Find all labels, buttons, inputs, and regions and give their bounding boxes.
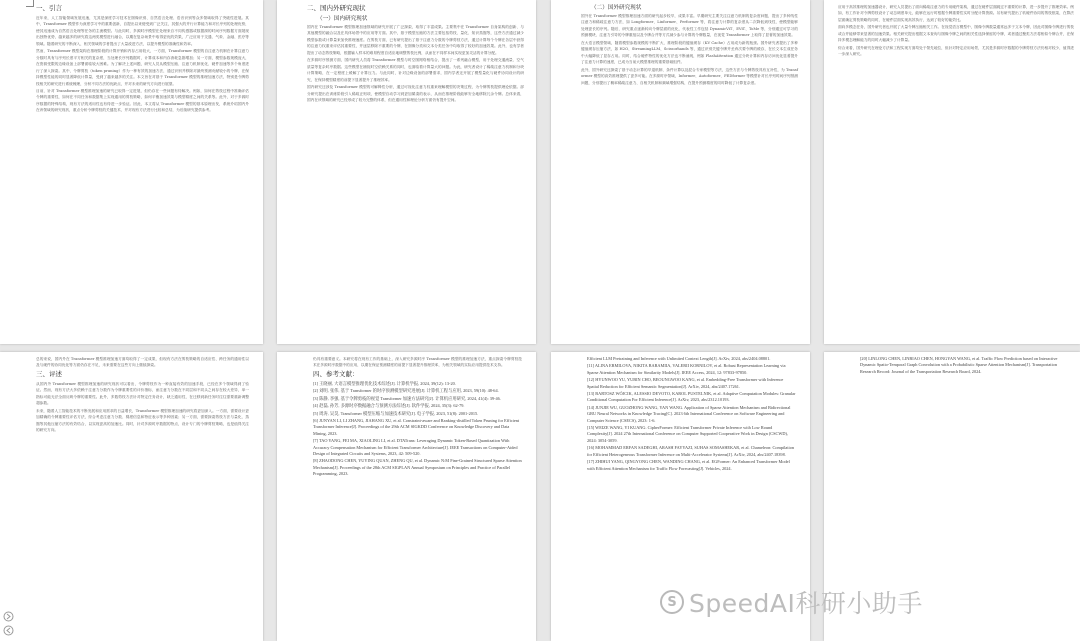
document-page-5: [0, 352, 263, 641]
reference-item: [1] 王晓丽, 大语言模型推理优化技术综述[J]. 计算机学报, 2024, 39(12): 13-20.: [313, 380, 456, 386]
section-heading-review: 三、评述: [36, 369, 62, 378]
paragraph: 未来，随着人工智能技术的不断发展和应用需求的日益增长，Transformer 模型推理加速的研究将更加深入。一方面，需要设计更加精确的令牌重要性评估方法，综合考虑注意力分数、梯度信息和特征表示等多种因素；另一方面，需要探索剪枝方法与量化、蒸馏等其他压缩方法的有效结合，以实现更高的加速比。同时，针对多源时序数据的特点，设计专门的令牌剪枝策略，也是值得关注的研究方向。: [36, 408, 249, 433]
reference-item: Efficient LLM Pretraining and Inference with Unlimited Context Length[J]. ArXiv, 2024, abs/2404.08801.: [587, 356, 771, 361]
document-page-1: [0, 0, 263, 344]
reference-item: [12] HYUNWOO YU, YUBIN CHO, BEOUNGWOO KANG, et al. Embedding-Free Transformer with Inference Spatial Reduction for Efficient Semantic Segmentation[J]. ArXiv, 2024, abs/2407.17261.: [587, 377, 784, 389]
paragraph: 此外，国外研究还探索了基于动态计算的早退机制、条件计算以及混合专家模型等方法，这些方法与令牌剪枝具有互补性，为 Transformer 模型的高效推理提供了更多可能。在多源时序领域，Informer、Autoformer、FEDformer 等模型针对长序列时间序列预测问题，分别提出了概率稀疏注意力、自相关机制和频域增强结构，在提升预测精度的同时降低了计算复杂度。: [581, 67, 798, 85]
paragraph: 综合来看，国外研究在理论方法和工程实现方面均处于领先地位，但针对特定应用场景，尤其是多源时序数据的令牌剪枝方法仍相对较少，值得进一步深入研究。: [838, 45, 1074, 57]
section-heading-introduction: 一、引言: [36, 4, 62, 12]
reference-item: [13] BARTOSZ WÓJCIK, ALESSIO DEVOTO, KAROL PUSTELNIK, et al. Adaptive Computation Modules: Granular Conditional Computation For Efficient Inference[J]. ArXiv, 2023, abs/2312.10193.: [587, 391, 796, 403]
reference-item: [4] 赵磊, 孙芳, 多源时序数据融合与预测方法综述[J]. 软件学报, 2024, 35(3): 62-79.: [313, 403, 465, 409]
paragraph: 应用于高效推理的加速器设计，研究人员提出了面向稀疏注意力的专用硬件架构，通过在硬件层面跳过不重要的计算，进一步提升了推理效率。例如，有工作针对令牌剪枝设计了动态调度单元，能够在运行时根据令牌重要性实时分配计算资源。另有研究提出了软硬件协同的剪枝框架，在算法层面确定剪枝策略的同时，在硬件层面实现高效执行，达到了较好的能效比。: [838, 5, 1074, 22]
watermark-text: SpeedAI科研小助手: [689, 589, 923, 618]
subsection-heading-foreign: （二）国外研究现状: [591, 5, 642, 11]
nav-icon: [3, 621, 14, 632]
reference-item: [11] ALINA ERMILOVA, NIKITA BARAMIIA, VALERII KORNILOV, et al. Robust Representation Learning via Sparse Attention Mechanism for Similarity Models[J]. IEEE Access, 2024, 12: 97833-97850.: [587, 363, 786, 375]
paragraph: 国内研究还涉及 Transformer 模型的可解释性分析，通过可视化注意力权重来理解模型的决策过程，为令牌剪枝提供理论依据。部分研究提出在训练阶段引入稀疏正则项，使模型自动学习到更加紧凑的表示，从而在推理阶段能够安全地移除冗余令牌。总体来看，国内在该领域的研究已经形成了较为完整的体系，但在通用性和理论分析方面仍有提升空间。: [307, 85, 524, 102]
document-page-6: [277, 352, 536, 641]
paragraph: 国内在 Transformer 模型推理加速领域的研究开展了广泛探索，取得了丰富成果。主要集中在 Transformer 自身架构的创新、与其他模型的融合以及在具体场景中的应用等方面。其中，基于模型压缩的方法主要包括剪枝、量化、知识蒸馏等，这些方法通过减少模型参数或计算量来加快推理速度。在剪枝方面，已有研究提出了基于注意力分数的令牌剪枝方法，通过计算每个令牌在各层中获得的注意力权重来评估其重要性，并逐层移除不重要的令牌，在图像分类和文本分类任务中均取得了较好的加速效果。此外，也有学者提出了动态剪枝策略，根据输入样本的难易程度自适应地调整剪枝比例，从而在不同样本间实现更加灵活的计算分配。: [307, 25, 524, 55]
subsection-heading-domestic: （一）国内研究现状: [317, 16, 368, 22]
section-heading-references: 四、参考文献：: [313, 369, 359, 378]
document-page-2: [277, 0, 536, 344]
reference-item: [7] TAO YANG, FEI MA, XIAOLING LI, et al. DTATrans: Leveraging Dynamic Token-Based Quantization With Accuracy Compensation Mechanism for Efficient Transformer Architecture[J]. IEEE Transactions on Computer-Aided Design of Integrated Circuits and Systems, 2023, 42: 509-520.: [313, 438, 518, 456]
document-page-3: [551, 0, 810, 344]
reference-item: [3] 陈静, 李强, 基于令牌剪枝的视觉 Transformer 加速方法研究[J]. 计算机应用研究, 2024, 41(4): 39-46.: [313, 395, 501, 401]
paragraph: 然而，Transformer 模型架构在推理阶段的计算开销和内存占用较大，一方面，Transformer 模型的自注意力机制在计算注意力分数时具有与序列长度平方相关的复杂度，当处理长序列数据时，计算成本和内存消耗急剧增加；另一方面，模型参数规模庞大，在资源受限的边缘设备上部署面临较大困难。为了解决上述问题，研究人员从模型压缩、注意力机制优化、硬件加速等多个角度进行了深入探索。其中，令牌剪枝（token pruning）作为一种有效的加速方法，通过识别并移除对最终预测贡献较小的令牌，在保持模型性能的同时显著降低计算量，受到了越来越多的关注。本文旨在对基于 Transformer 模型的推理加速方法，特别是令牌剪枝相关的研究进行系统梳理，分析不同方法的优缺点，并对未来的研究方向进行展望。: [36, 49, 249, 86]
crop-mark: [26, 0, 34, 7]
reference-item: [14] JUNJIE WU, GUOZHONG WANG, YAN WANG. Application of Sparse Attention Mechanism and Bidirectional GRU Neural Networks in Knowledge Tracing[C]. 2023 6th International Conference on Software Engineering and Computer Science (CSECS), 2023: 1-6.: [587, 404, 791, 423]
reference-item: [8] ZHAODONG CHEN, YUYING QUAN, ZHENG QU, et al. Dynamic N:M Fine-Grained Structured Sparse Attention Mechanism[J]. Proceedings of the 28th ACM SIGPLAN Annual Symposium on Principles and Practice of Parallel Programming, 2023.: [313, 458, 522, 477]
paragraph: 在多源时序预测方面，国内研究人员将 Transformer 模型与时空图网络相结合，提出了一系列融合模型，用于处理交通流量、空气质量等复杂时序数据。这些模型在捕捉时空依赖关系的同时，也面临着计算量大的问题。为此，研究者设计了稀疏注意力机制和分块计算策略，在一定程度上缓解了计算压力。与此同时，针对边缘设备的部署需求，国内学者还开展了模型量化与硬件协同设计的研究，在保持模型精度的前提下显著提升了推理效率。: [307, 58, 524, 82]
reference-item: [5] 周涛, 吴昊, Transformer 模型压缩与加速技术研究[J]. 电子学报, 2023, 51(8): 2001-2015.: [313, 410, 479, 416]
reference-item: [15] WEIZE WANG, YI KUANG. CipherFormer: Efficient Transformer Private Inference with Low Round Complexity[J]. 2024 27th International Conference on Computer Supported Cooperative Work in Design (CSCWD), 2024: 3054-3059.: [587, 425, 789, 443]
reference-item: [20] LINLONG CHEN, LINBIAO CHEN, HONGYAN WANG, et al. Traffic Flow Prediction based on Interactive Dynamic Spatio-Temporal Graph Convolution with a Probabilistic Sparse Attention Mechanism[J]. Transportation Research Record: Journal of the Transportation Research Board, 2024.: [860, 356, 1058, 374]
reference-item: [6] JUNYAN LI, LI ZHANG, JIAHANG XU, et al. Constraint-aware and Ranking-distilled Token Pruning for Efficient Transformer Inference[J]. Proceedings of the 29th ACM SIGKDD Conference on Knowledge Discovery and Data Mining, 2023.: [313, 417, 520, 436]
reference-item: [17] ZHIHUI YANG, QINGYONG CHEN, WANDING CHANG, et al. EGFormer: An Enhanced Transformer Model with Efficient Attention Mechanism for Traffic Flow Forecasting[J]. Vehicles, 2024.: [587, 459, 790, 471]
paragraph: 从国内外 Transformer 模型推理加速的研究现状可以看出，令牌剪枝作为一种直接有效的加速手段，已经在多个领域得到了验证。然而，现有方法大多依赖于注意力分数作为令牌重要性的评价指标，而注意力分数在不同层和不同头之间存在较大差异，单一指标可能无法全面反映令牌的重要性。此外，多数剪枝方法针对特定任务设计，缺乏通用性，在迁移到新任务时往往需要重新调整超参数。: [36, 381, 249, 406]
nav-icon: [3, 607, 14, 618]
speedai-logo-icon: S: [660, 590, 684, 614]
paragraph: 目前，针对 Transformer 模型推理加速的研究已取得一定进展，但仍存在一些问题有待解决。例如，如何在剪枝过程中准确评估令牌的重要性，如何在不同任务和数据集上实现通用的剪枝策略，如何平衡加速效果与模型精度之间的关系等。此外，对于多源时序数据的特殊结构，现有方法的适用性也有待进一步验证。因此，本文将从 Transformer 模型的基本原理出发，系统介绍国内外在该领域的研究现状，重点分析令牌剪枝的关键技术，并对现有方法进行比较和总结，为后续研究提供参考。: [36, 88, 249, 113]
paragraph: 国外在 Transformer 模型推理加速方面的研究起步较早，成果丰富。早期研究主要关注注意力机制的复杂度问题，提出了多种线性注意力和稀疏注意力方法，如 Longformer、Linformer、Performer 等，将注意力计算的复杂度从二次降低到线性，使模型能够处理更长的序列。随后，研究重点逐渐转向令牌层面的优化，代表性工作包括 DynamicViT、EViT、ToMe 等，分别通过可学习的预测模块、注意力引导的令牌重组以及令牌合并等方式减少参与计算的令牌数量，在视觉 Transformer 上取得了显著的加速效果。: [581, 14, 798, 38]
watermark: [660, 584, 923, 620]
reference-item: [2] 刘明, 张伟, 基于 Transformer 的时序预测模型研究进展[J]. 计算机工程与应用, 2023, 59(10): 48-64.: [313, 388, 499, 394]
paragraph: 面向多模态任务，国外研究者也开展了大量令牌压缩相关工作。在视觉语言模型中，图像令牌数量通常远多于文本令牌，因此对图像令牌进行剪枝或合并能够带来显著的加速效果。相关研究提出根据文本查询与图像令牌之间的相关性选择保留的令牌，或者通过聚类方法将相似令牌合并，在保持多模态理解能力的同时大幅减少了计算量。: [838, 25, 1074, 43]
paragraph: 总的来说，国内外在 Transformer 模型推理加速方面均取得了一定成果，但现有方法在剪枝策略的自适应性、跨任务的通用性以及与硬件的协同优化等方面仍存在不足，未来需要在这些方向上继续探索。: [36, 357, 249, 368]
document-page-4: [824, 0, 1080, 344]
reference-item: [16] MOHAMMAD ERFAN SADEGHI, ARASH FAYYAZI, SUHAS SOMASHEKAR, et al. Chameleon: Compilation for Efficient Heterogeneous Transformer Inference on Multi-Accelerator Systems[J]. ArXiv, 2024, abs/2407.18398.: [587, 445, 795, 457]
paragraph: 在大语言模型领域，随着模型参数规模的不断扩大，推理阶段的键值缓存（KV Cache）占用成为新的瓶颈。国外研究者提出了多种键值缓存压缩方法，如 H2O、StreamingLLM、Scissorhands 等，通过识别关键令牌并丢弃次要令牌的缓存，在长文本生成任务中大幅降低了显存占用。同时，结合硬件特性的优化方法也不断涌现，例如 FlashAttention 通过分块计算和内存访问优化显著提升了注意力计算的速度，已成为当前大模型推理的重要基础组件。: [581, 40, 798, 65]
section-heading-research-status: 二、国内外研究现状: [307, 4, 366, 12]
side-icons: [3, 604, 14, 635]
paragraph: 仍具有重要意义。本研究将在现有工作的基础上，深入研究多源时序 Transformer 模型的推理加速方法，重点探索令牌剪枝技术在多源时序数据中的应用，以期在保证预测精度的前提下显著提升推理效率，为相关领域的实际应用提供技术支持。: [313, 357, 522, 368]
paragraph: 近年来，人工智能领域发展迅速，尤其是深度学习技术在图像识别、自然语言处理、语音识别等众多领域取得了突破性进展。其中，Transformer 模型作为深度学习中的重要创新，自提出以来便受到广泛关注，其强大的并行计算能力和对长序列的处理优势，使其迅速成为自然语言处理等任务的主流模型。与此同时，多源时序模型在处理来自不同传感器或数据源的时间序列数据方面展现出独特优势，越来越多的研究将这两类模型进行融合，以期在复杂场景中取得更优的效果，广泛应用于交通、气象、金融、医疗等领域。随着研究的不断深入，相关领域的学者提出了大量改进方法，以提升模型的准确性和效率。: [36, 16, 249, 46]
